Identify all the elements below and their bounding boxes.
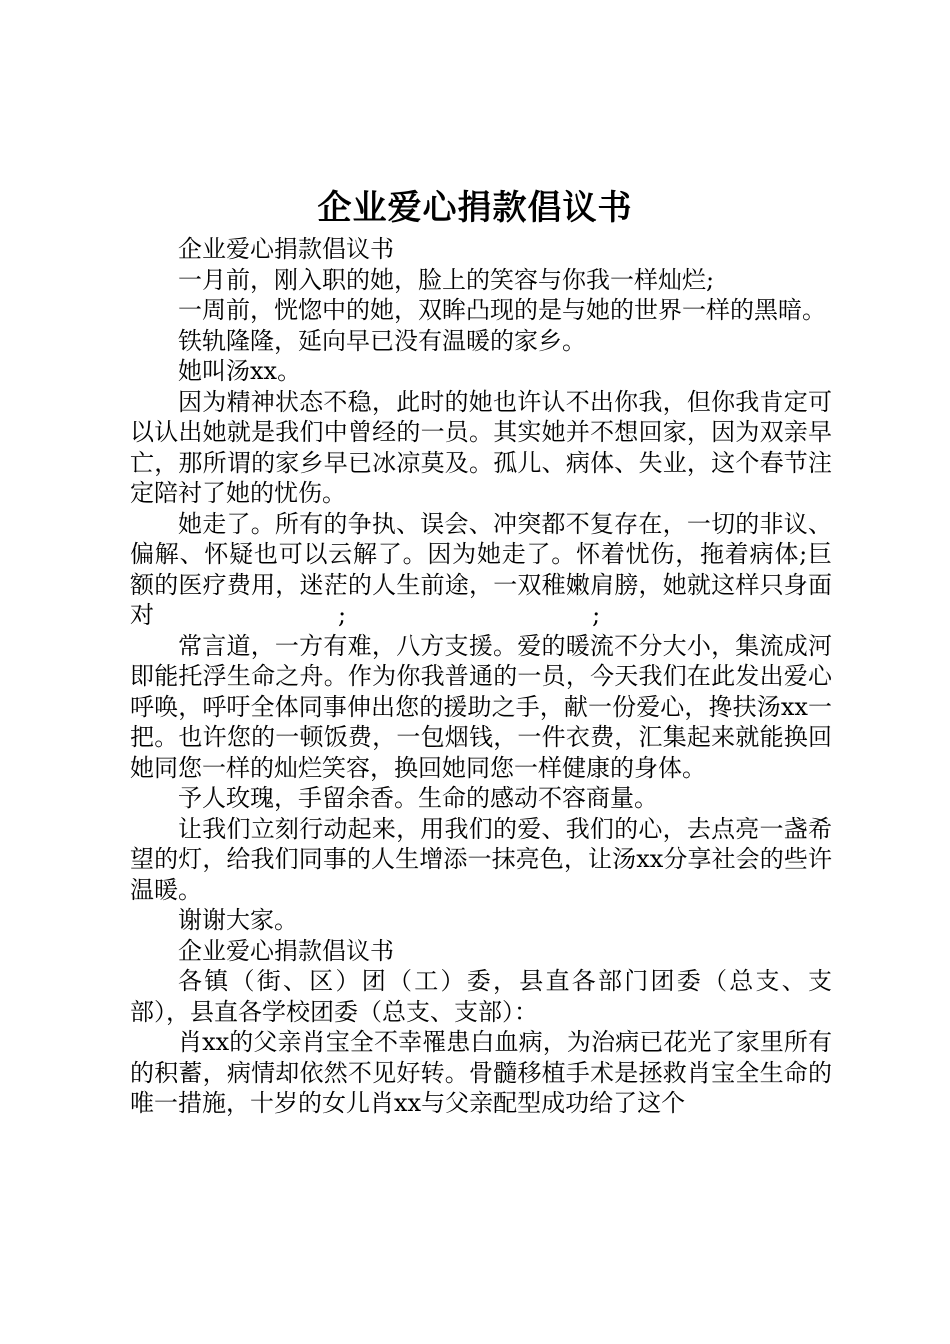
paragraph: 因为精神状态不稳，此时的她也许认不出你我，但你我肯定可以认出她就是我们中曾经的一员。其实她并不想回家，因为双亲早亡，那所谓的家乡早已冰凉莫及。孤儿、病体、失业，这个春节注定陪衬了她的忧伤。 [130,387,832,507]
paragraph: 铁轨隆隆，延向早已没有温暖的家乡。 [178,326,586,355]
paragraph: 各镇（街、区）团（工）委，县直各部门团委（总支、支部），县直各学校团委（总支、支部）： [130,967,832,1026]
paragraph: 企业爱心捐款倡议书 [178,936,394,965]
paragraph: 一月前，刚入职的她，脸上的笑容与你我一样灿烂; [178,265,715,294]
paragraph: 谢谢大家。 [178,906,298,934]
paragraph: 予人玫瑰，手留余香。生命的感动不容商量。 [178,784,658,812]
paragraph [130,509,832,631]
paragraph: 她叫汤xx。 [178,357,302,385]
semicolon-mark: ; [592,601,601,629]
document-body [130,234,832,1119]
document-title: 企业爱心捐款倡议书 [317,188,633,228]
paragraph: 让我们立刻行动起来，用我们的爱、我们的心，去点亮一盏希望的灯，给我们同事的人生增添一抹亮色，让汤xx分享社会的些许温暖。 [130,814,832,904]
paragraph: 肖xx的父亲肖宝全不幸罹患白血病，为治病已花光了家里所有的积蓄，病情却依然不见好转。骨髓移植手术是拯救肖宝全生命的唯一措施，十岁的女儿肖xx与父亲配型成功给了这个 [130,1028,832,1117]
paragraph: 常言道，一方有难，八方支援。爱的暖流不分大小，集流成河即能托浮生命之舟。作为你我普通的一员，今天我们在此发出爱心呼唤，呼吁全体同事伸出您的援助之手，献一份爱心，搀扶汤xx一把。也许您的一顿饭费，一包烟钱，一件衣费，汇集起来就能换回她同您一样的灿烂笑容，换回她同您一样健康的身体。 [130,631,832,782]
semicolon-mark: ; [338,601,347,629]
paragraph-text: 她走了。所有的争执、误会、冲突都不复存在，一切的非议、偏解、怀疑也可以云解了。因为她走了。怀着忧伤，拖着病体;巨额的医疗费用，迷茫的人生前途，一双稚嫩肩膀，她就这样只身面对 [130,509,832,629]
paragraph: 一周前，恍惚中的她，双眸凸现的是与她的世界一样的黑暗。 [178,296,826,324]
paragraph: 企业爱心捐款倡议书 [178,235,394,263]
